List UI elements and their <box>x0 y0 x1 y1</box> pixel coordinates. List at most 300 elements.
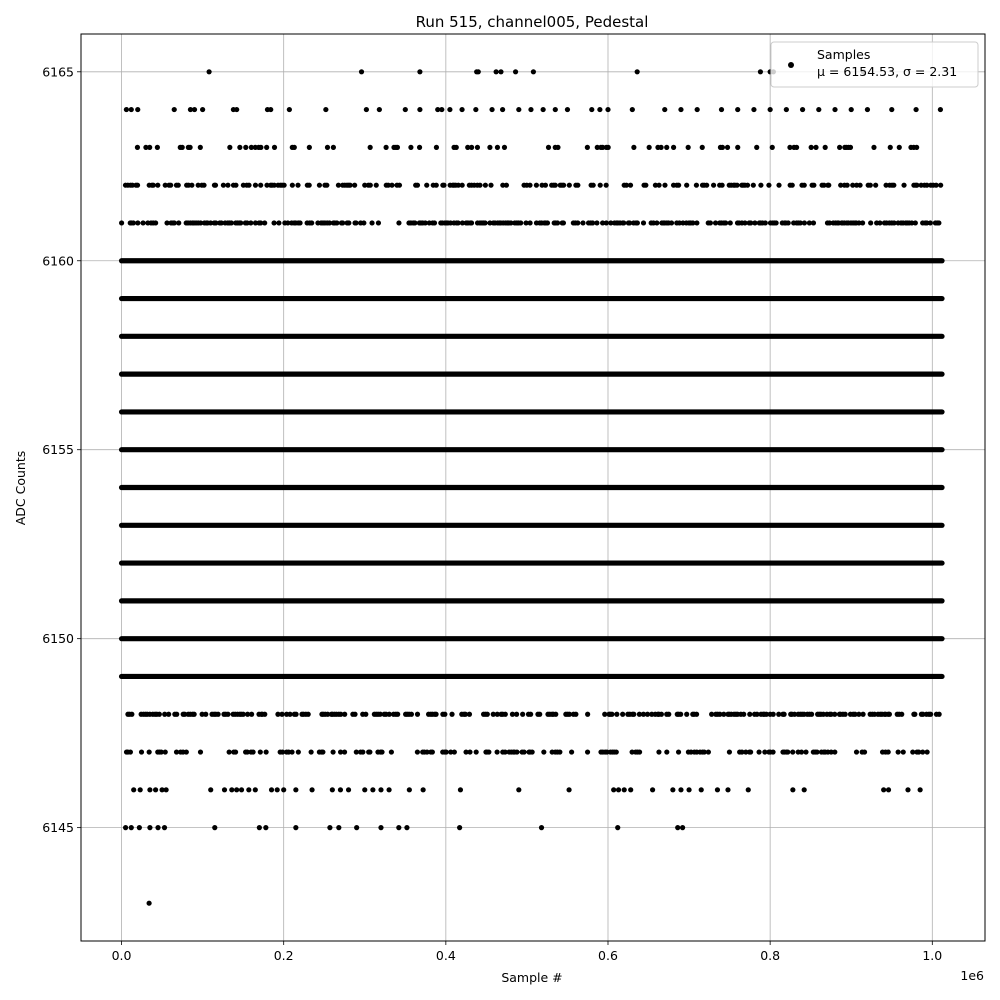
sample-point <box>233 749 238 754</box>
sample-point <box>386 787 391 792</box>
sample-point <box>264 145 269 150</box>
sample-point <box>168 183 173 188</box>
sample-point <box>276 220 281 225</box>
sample-point <box>658 145 663 150</box>
sample-point <box>362 787 367 792</box>
sample-point <box>751 107 756 112</box>
sample-point <box>473 107 478 112</box>
sample-point <box>527 220 532 225</box>
sample-point <box>370 787 375 792</box>
sample-point <box>664 145 669 150</box>
sample-point <box>412 220 417 225</box>
sample-point <box>330 749 335 754</box>
sample-point <box>487 145 492 150</box>
sample-point <box>786 220 791 225</box>
sample-point <box>320 749 325 754</box>
sample-point <box>790 183 795 188</box>
sample-point <box>239 787 244 792</box>
sample-point <box>936 220 941 225</box>
sample-point <box>368 145 373 150</box>
sample-point <box>534 183 539 188</box>
sample-point <box>264 749 269 754</box>
x-tick-label: 0.4 <box>435 948 456 963</box>
sample-point <box>432 220 437 225</box>
sample-point <box>306 712 311 717</box>
sample-point <box>553 107 558 112</box>
sample-point <box>555 220 560 225</box>
sample-point <box>585 749 590 754</box>
sample-point <box>585 145 590 150</box>
sample-point <box>799 749 804 754</box>
sample-point <box>597 107 602 112</box>
sample-point <box>725 787 730 792</box>
sample-point <box>886 787 891 792</box>
sample-point <box>225 183 230 188</box>
sample-point <box>782 712 787 717</box>
sample-point <box>213 183 218 188</box>
x-tick-label: 0.8 <box>760 948 781 963</box>
sample-point <box>662 183 667 188</box>
sample-point <box>421 787 426 792</box>
sample-point <box>474 749 479 754</box>
sample-point <box>615 825 620 830</box>
sample-point <box>614 712 619 717</box>
sample-point <box>671 145 676 150</box>
sample-point <box>751 183 756 188</box>
sample-point <box>771 712 776 717</box>
sample-point <box>528 712 533 717</box>
sample-point <box>368 183 373 188</box>
sample-point <box>359 69 364 74</box>
sample-point <box>516 107 521 112</box>
legend-marker <box>788 62 794 68</box>
sample-point <box>444 749 449 754</box>
sample-point <box>172 220 177 225</box>
sample-point <box>201 183 206 188</box>
sample-point <box>656 183 661 188</box>
sample-point <box>135 107 140 112</box>
sample-point <box>396 220 401 225</box>
sample-point <box>293 712 298 717</box>
sample-point <box>575 220 580 225</box>
sample-point <box>700 145 705 150</box>
sample-point <box>720 145 725 150</box>
x-tick-label: 0.0 <box>111 948 132 963</box>
sample-point <box>430 749 435 754</box>
sample-point <box>650 787 655 792</box>
sample-point <box>417 69 422 74</box>
sample-point <box>441 183 446 188</box>
sample-point <box>686 145 691 150</box>
sample-point <box>307 183 312 188</box>
sample-point <box>720 183 725 188</box>
sample-point <box>476 69 481 74</box>
sample-point <box>340 220 345 225</box>
sample-point <box>374 183 379 188</box>
sample-point <box>369 220 374 225</box>
sample-point <box>641 220 646 225</box>
sample-point <box>768 107 773 112</box>
sample-point <box>494 69 499 74</box>
sample-point <box>557 749 562 754</box>
sample-point <box>415 712 420 717</box>
sample-point <box>485 712 490 717</box>
x-tick-label: 1.0 <box>922 948 943 963</box>
sample-point <box>135 183 140 188</box>
legend <box>771 42 978 87</box>
sample-point <box>656 749 661 754</box>
sample-point <box>670 787 675 792</box>
sample-point <box>164 787 169 792</box>
sample-point <box>865 107 870 112</box>
sample-point <box>573 712 578 717</box>
sample-point <box>766 183 771 188</box>
sample-point <box>363 712 368 717</box>
sample-point <box>920 749 925 754</box>
y-tick-label: 6160 <box>42 253 74 269</box>
sample-point <box>553 183 558 188</box>
sample-point <box>734 183 739 188</box>
sample-point <box>871 145 876 150</box>
sample-point <box>378 825 383 830</box>
sample-point <box>541 749 546 754</box>
sample-point <box>928 220 933 225</box>
sample-point <box>631 145 636 150</box>
sample-point <box>334 220 339 225</box>
sample-point <box>680 825 685 830</box>
sample-point <box>832 749 837 754</box>
sample-point <box>155 145 160 150</box>
sample-point <box>467 749 472 754</box>
sample-point <box>293 787 298 792</box>
sample-point <box>899 712 904 717</box>
sample-point <box>488 183 493 188</box>
sample-point <box>379 749 384 754</box>
sample-point <box>604 220 609 225</box>
sample-point <box>914 145 919 150</box>
sample-point <box>580 220 585 225</box>
sample-point <box>415 183 420 188</box>
sample-point <box>447 107 452 112</box>
sample-point <box>250 749 255 754</box>
sample-point <box>262 220 267 225</box>
sample-point <box>803 749 808 754</box>
sample-point <box>377 107 382 112</box>
sample-point <box>567 183 572 188</box>
sample-point <box>460 183 465 188</box>
sample-point <box>269 787 274 792</box>
x-tick-label: 0.2 <box>273 948 294 963</box>
sample-point <box>128 749 133 754</box>
sample-point <box>131 220 136 225</box>
sample-point <box>565 107 570 112</box>
sample-point <box>172 107 177 112</box>
sample-point <box>647 145 652 150</box>
sample-point <box>531 69 536 74</box>
sample-point <box>513 69 518 74</box>
sample-point <box>643 183 648 188</box>
sample-point <box>790 787 795 792</box>
sample-point <box>225 712 230 717</box>
sample-point <box>253 787 258 792</box>
sample-point <box>503 712 508 717</box>
sample-point <box>594 220 599 225</box>
sample-point <box>918 787 923 792</box>
sample-point <box>174 712 179 717</box>
sample-point <box>628 787 633 792</box>
sample-point <box>289 749 294 754</box>
sample-point <box>770 749 775 754</box>
sample-point <box>514 712 519 717</box>
x-axis-offset-label: 1e6 <box>960 968 984 983</box>
sample-point <box>706 749 711 754</box>
sample-point <box>522 749 527 754</box>
sample-point <box>704 183 709 188</box>
sample-point <box>123 825 128 830</box>
sample-point <box>198 145 203 150</box>
legend-stat-line: μ = 6154.53, σ = 2.31 <box>817 64 958 79</box>
sample-point <box>404 825 409 830</box>
sample-point <box>622 787 627 792</box>
sample-point <box>417 145 422 150</box>
sample-point <box>794 145 799 150</box>
sample-point <box>611 787 616 792</box>
sample-point <box>367 749 372 754</box>
sample-point <box>763 220 768 225</box>
sample-point <box>467 712 472 717</box>
sample-point <box>352 712 357 717</box>
sample-point <box>837 145 842 150</box>
sample-point <box>862 749 867 754</box>
sample-point <box>397 183 402 188</box>
sample-point <box>135 220 140 225</box>
sample-point <box>776 183 781 188</box>
legend-label-samples: Samples <box>817 47 871 62</box>
x-axis-label: Sample # <box>501 970 563 985</box>
sample-point <box>802 183 807 188</box>
sample-point <box>433 712 438 717</box>
sample-point <box>396 825 401 830</box>
sample-point <box>119 220 124 225</box>
sample-point <box>854 749 859 754</box>
sample-point <box>591 183 596 188</box>
sample-point <box>860 220 865 225</box>
x-tick-label: 0.6 <box>598 948 618 963</box>
sample-point <box>527 183 532 188</box>
sample-point <box>621 220 626 225</box>
sample-point <box>616 787 621 792</box>
sample-point <box>609 712 614 717</box>
sample-point <box>695 107 700 112</box>
sample-point <box>360 749 365 754</box>
sample-point <box>338 787 343 792</box>
sample-point <box>389 183 394 188</box>
sample-point <box>620 712 625 717</box>
sample-point <box>458 787 463 792</box>
sample-point <box>434 183 439 188</box>
sample-point <box>477 183 482 188</box>
sample-point <box>486 749 491 754</box>
sample-point <box>483 183 488 188</box>
sample-point <box>637 749 642 754</box>
sample-point <box>811 183 816 188</box>
sample-point <box>238 220 243 225</box>
sample-point <box>292 145 297 150</box>
sample-point <box>449 712 454 717</box>
sample-point <box>635 220 640 225</box>
sample-point <box>489 107 494 112</box>
sample-point <box>711 183 716 188</box>
sample-point <box>325 145 330 150</box>
sample-point <box>229 787 234 792</box>
sample-point <box>728 220 733 225</box>
sample-point <box>296 749 301 754</box>
sample-point <box>723 220 728 225</box>
sample-point <box>887 712 892 717</box>
sample-point <box>129 712 134 717</box>
sample-point <box>129 825 134 830</box>
sample-point <box>635 69 640 74</box>
sample-point <box>155 825 160 830</box>
sample-point <box>746 787 751 792</box>
sample-point <box>307 145 312 150</box>
sample-point <box>317 183 322 188</box>
sample-point <box>454 145 459 150</box>
sample-point <box>271 220 276 225</box>
sample-point <box>124 107 129 112</box>
sample-point <box>407 787 412 792</box>
sample-point <box>222 787 227 792</box>
sample-point <box>342 712 347 717</box>
sample-point <box>192 712 197 717</box>
sample-point <box>498 69 503 74</box>
sample-point <box>530 749 535 754</box>
sample-point <box>561 183 566 188</box>
sample-point <box>528 107 533 112</box>
y-tick-label: 6145 <box>42 820 74 836</box>
sample-point <box>352 183 357 188</box>
sample-point <box>147 145 152 150</box>
sample-point <box>129 107 134 112</box>
sample-point <box>293 825 298 830</box>
sample-point <box>342 749 347 754</box>
axis-ticks <box>42 64 942 963</box>
sample-point <box>282 183 287 188</box>
sample-point <box>897 145 902 150</box>
sample-point <box>246 787 251 792</box>
sample-point <box>457 825 462 830</box>
sample-point <box>176 183 181 188</box>
sample-point <box>331 145 336 150</box>
sample-point <box>719 107 724 112</box>
sample-point <box>913 107 918 112</box>
sample-point <box>606 145 611 150</box>
sample-point <box>281 787 286 792</box>
sample-point <box>747 712 752 717</box>
sample-point <box>227 145 232 150</box>
sample-point <box>694 183 699 188</box>
sample-point <box>543 183 548 188</box>
sample-point <box>518 220 523 225</box>
sample-point <box>901 183 906 188</box>
sample-point <box>745 183 750 188</box>
sample-point <box>346 787 351 792</box>
sample-point <box>383 145 388 150</box>
sample-point <box>140 220 145 225</box>
sample-point <box>494 749 499 754</box>
sample-point <box>516 787 521 792</box>
sample-point <box>800 107 805 112</box>
sample-point <box>237 145 242 150</box>
sample-point <box>896 749 901 754</box>
sample-point <box>336 825 341 830</box>
sample-point <box>469 220 474 225</box>
sample-point <box>694 712 699 717</box>
sample-point <box>725 145 730 150</box>
sample-point <box>934 183 939 188</box>
sample-point <box>888 145 893 150</box>
sample-point <box>553 712 558 717</box>
sample-point <box>330 787 335 792</box>
sample-point <box>614 749 619 754</box>
sample-point <box>198 749 203 754</box>
sample-point <box>483 220 488 225</box>
sample-point <box>868 183 873 188</box>
sample-point <box>758 183 763 188</box>
sample-point <box>845 183 850 188</box>
sample-point <box>520 712 525 717</box>
sample-point <box>243 145 248 150</box>
sample-point <box>877 220 882 225</box>
sample-point <box>664 749 669 754</box>
sample-point <box>937 712 942 717</box>
sample-point <box>147 749 152 754</box>
sample-point <box>203 712 208 717</box>
sample-point <box>469 145 474 150</box>
sample-point <box>569 749 574 754</box>
sample-point <box>309 220 314 225</box>
sample-point <box>348 183 353 188</box>
sample-point <box>686 787 691 792</box>
sample-point <box>192 107 197 112</box>
sample-point <box>675 825 680 830</box>
sample-point <box>234 107 239 112</box>
sample-point <box>263 825 268 830</box>
sample-point <box>539 825 544 830</box>
sample-point <box>784 107 789 112</box>
sample-point <box>180 145 185 150</box>
sample-point <box>735 145 740 150</box>
sample-point <box>297 220 302 225</box>
sample-point <box>774 220 779 225</box>
sample-point <box>364 107 369 112</box>
sample-point <box>754 145 759 150</box>
sample-point <box>324 183 329 188</box>
sample-point <box>439 107 444 112</box>
sample-point <box>166 712 171 717</box>
sample-point <box>901 749 906 754</box>
sample-point <box>860 712 865 717</box>
y-tick-label: 6155 <box>42 442 74 458</box>
sample-point <box>157 712 162 717</box>
sample-point <box>912 712 917 717</box>
sample-point <box>756 749 761 754</box>
sample-point <box>555 145 560 150</box>
sample-point <box>216 712 221 717</box>
sample-point <box>694 220 699 225</box>
sample-point <box>200 107 205 112</box>
sample-point <box>662 107 667 112</box>
